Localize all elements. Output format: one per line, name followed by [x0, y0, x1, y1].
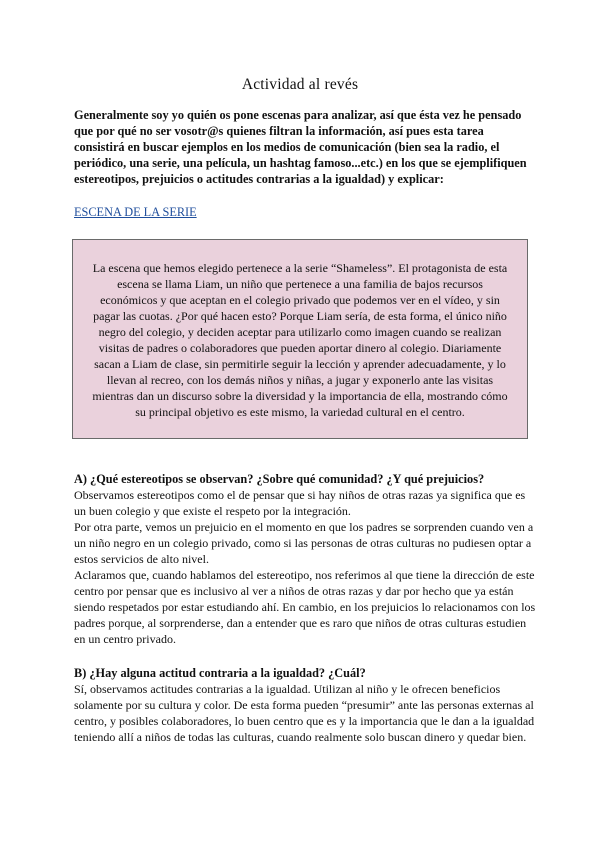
intro-paragraph: Generalmente soy yo quién os pone escenas para analizar, así que ésta vez he pensado que por qué no ser vosotr@s quienes filtran la información, así pues esta tarea consistirá en buscar ejemplos en los medios de comunicación (bien sea la radio, el periódico, una serie, una película, un hashtag famoso...etc.) en los que se ejemplifiquen estereotipos, prejuicios o actitudes contrarias a la igualdad) y explicar:: [74, 108, 527, 186]
section-b: [74, 665, 536, 745]
page-title: Actividad al revés: [241, 76, 359, 93]
scene-description-text: La escena que hemos elegido pertenece a la serie “Shameless”. El protagonista de esta escena se llama Liam, un niño que pertenece a una familia de bajos recursos económicos y que aceptan en el colegio privado que podemos ver en el vídeo, y sin pagar las cuotas. ¿Por qué hacen esto? Porque Liam sería, de esta forma, el único niño negro del colegio, y deciden aceptar para utilizarlo como imagen cuando se realizan visitas de padres o colaboradores que pueden aportar dinero al colegio. Diariamente sacan a Liam de clase, sin permitirle seguir la lección y aprender adecuadamente, y lo llevan al recreo, con los demás niños y niñas, a jugar y exponerlo ante las visitas mientras dan un discurso sobre la diversidad y la importancia de ella, mostrando cómo su principal objetivo es este mismo, la variedad cultural en el centro.: [92, 261, 508, 419]
section-a-paragraph-3: Aclaramos que, cuando hablamos del estereotipo, nos referimos al que tiene la dirección de este centro por pensar que es inclusivo al ver a niños de otras razas y dar por hecho que ya están siendo respetados por estar estudiando ahí. En cambio, en los prejuicios lo relacionamos con los padres porque, al sorprenderse, dan a entender que es raro que niños de otras culturas estudien en un centro privado.: [74, 568, 536, 646]
scene-description-box: [72, 239, 528, 439]
section-a-paragraph-1: Observamos estereotipos como el de pensar que si hay niños de otras razas ya significa que es un buen colegio y que existe el respeto por la integración.: [74, 488, 526, 518]
scene-link[interactable]: ESCENA DE LA SERIE: [74, 205, 197, 219]
section-a: [74, 471, 536, 647]
section-a-heading: A) ¿Qué estereotipos se observan? ¿Sobre qué comunidad? ¿Y qué prejuicios?: [74, 472, 485, 486]
section-b-paragraph-1: Sí, observamos actitudes contrarias a la igualdad. Utilizan al niño y le ofrecen beneficios solamente por su cultura y color. De esta forma pueden “presumir” ante las personas externas al centro, y posibles colaboradores, lo buen centro que es y la importancia que le dan a la igualdad teniendo allí a niños de todas las culturas, cuando realmente solo buscan dinero y quedar bien.: [74, 682, 535, 744]
section-b-heading: B) ¿Hay alguna actitud contraria a la igualdad? ¿Cuál?: [74, 666, 366, 680]
section-a-paragraph-2: Por otra parte, vemos un prejuicio en el momento en que los padres se sorprenden cuando ven a un niño negro en un colegio privado, como si las personas de otras culturas no pudiesen optar a estos servicios de alto nivel.: [74, 520, 534, 566]
